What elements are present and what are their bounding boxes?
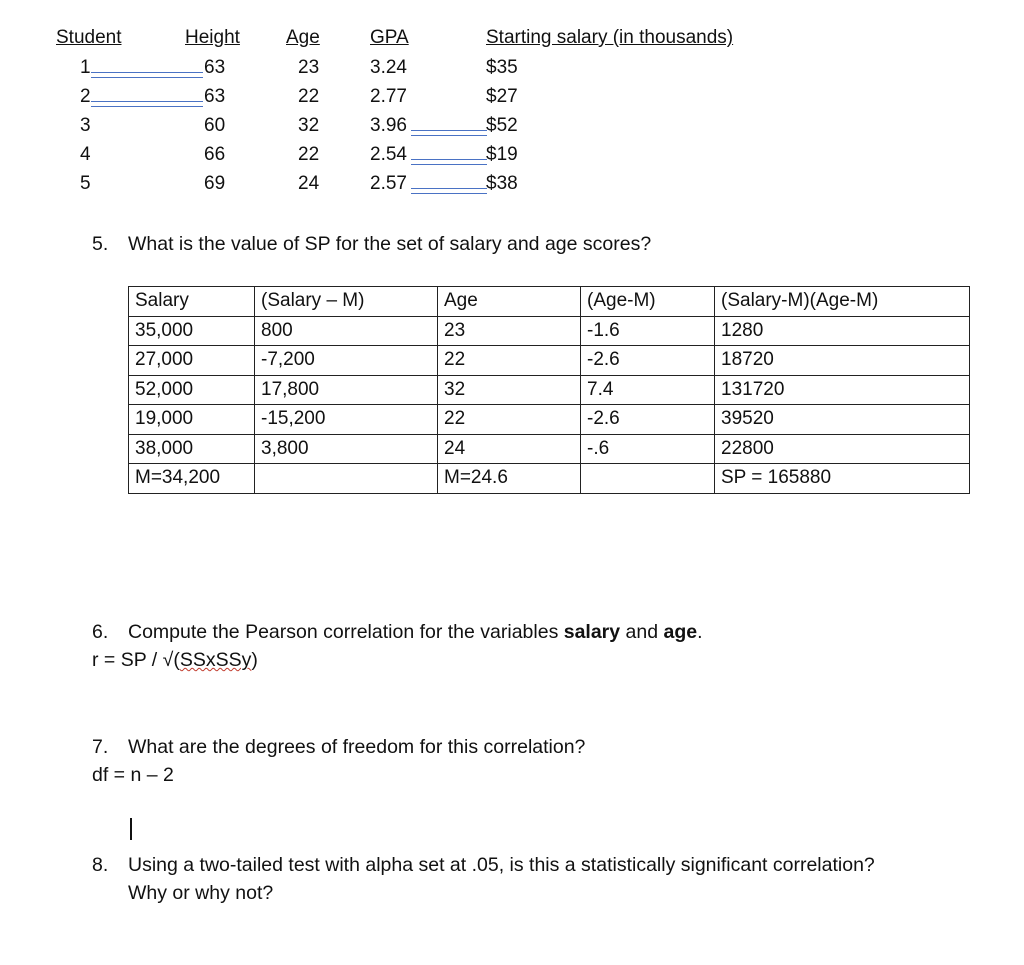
table-header-cell: Age (438, 287, 581, 317)
question-text: and (620, 621, 664, 643)
question-6 (92, 621, 703, 644)
question-number: 6. (92, 621, 109, 643)
table-header-cell: Salary (129, 287, 255, 317)
header-height: Height (185, 27, 240, 48)
table-cell: M=34,200 (129, 464, 255, 494)
table-cell: 32 (438, 375, 581, 405)
height-value: 63 (204, 57, 226, 78)
table-cell: M=24.6 (438, 464, 581, 494)
table-header-cell: (Salary-M)(Age-M) (715, 287, 970, 317)
salary-value: $52 (486, 115, 518, 136)
height-value: 63 (204, 86, 226, 107)
variable-age: age (663, 621, 698, 643)
table-header-row (129, 287, 970, 317)
gpa-value: 2.54 (370, 144, 407, 165)
header-age: Age (286, 27, 320, 48)
header-student: Student (56, 27, 122, 48)
student-number: 4 (80, 144, 91, 165)
table-row (129, 405, 970, 435)
question-text: Compute the Pearson correlation for the variables (128, 621, 564, 643)
question-text: What is the value of SP for the set of salary and age scores? (128, 233, 652, 255)
table-cell: 23 (438, 316, 581, 346)
table-cell: -15,200 (255, 405, 438, 435)
table-cell: -.6 (581, 434, 715, 464)
table-cell: 38,000 (129, 434, 255, 464)
sp-table (128, 286, 970, 494)
df-formula: df = n – 2 (92, 764, 174, 786)
table-cell: 22 (438, 346, 581, 376)
spellcheck-word: SSxSSy (179, 649, 252, 671)
student-number: 2 (80, 86, 91, 107)
table-cell (581, 464, 715, 494)
age-value: 22 (298, 86, 320, 107)
header-gpa: GPA (370, 27, 409, 48)
table-cell: 17,800 (255, 375, 438, 405)
age-value: 32 (298, 115, 320, 136)
question-8 (92, 854, 875, 877)
table-cell: 52,000 (129, 375, 255, 405)
table-row (129, 346, 970, 376)
table-cell: SP = 165880 (715, 464, 970, 494)
table-cell: 27,000 (129, 346, 255, 376)
salary-value: $35 (486, 57, 518, 78)
table-cell: -1.6 (581, 316, 715, 346)
table-cell: 24 (438, 434, 581, 464)
table-cell: 1280 (715, 316, 970, 346)
question-text: What are the degrees of freedom for this correlation? (128, 736, 586, 758)
double-underline (91, 72, 203, 78)
double-underline (411, 130, 487, 136)
salary-value: $19 (486, 144, 518, 165)
pearson-formula (92, 649, 258, 672)
question-8-line2: Why or why not? (128, 882, 274, 904)
gpa-value: 3.96 (370, 115, 407, 136)
table-row (129, 434, 970, 464)
table-cell: 800 (255, 316, 438, 346)
table-cell: -7,200 (255, 346, 438, 376)
question-7 (92, 736, 585, 759)
question-number: 7. (92, 736, 109, 758)
table-cell: 131720 (715, 375, 970, 405)
table-cell: 18720 (715, 346, 970, 376)
salary-value: $38 (486, 173, 518, 194)
table-row (129, 316, 970, 346)
salary-value: $27 (486, 86, 518, 107)
height-value: 69 (204, 173, 226, 194)
age-value: 24 (298, 173, 320, 194)
double-underline (411, 188, 487, 194)
height-value: 60 (204, 115, 226, 136)
table-cell: -2.6 (581, 346, 715, 376)
student-number: 5 (80, 173, 91, 194)
table-summary-row (129, 464, 970, 494)
formula-text: ) (251, 649, 258, 671)
age-value: 22 (298, 144, 320, 165)
table-cell (255, 464, 438, 494)
question-number: 5. (92, 233, 109, 255)
variable-salary: salary (563, 621, 621, 643)
height-value: 66 (204, 144, 226, 165)
table-cell: 19,000 (129, 405, 255, 435)
formula-text: r = SP / √( (92, 649, 180, 671)
table-cell: 35,000 (129, 316, 255, 346)
table-cell: 39520 (715, 405, 970, 435)
student-number: 1 (80, 57, 91, 78)
text-cursor[interactable] (130, 818, 132, 840)
table-cell: 22 (438, 405, 581, 435)
gpa-value: 2.77 (370, 86, 407, 107)
double-underline (411, 159, 487, 165)
gpa-value: 2.57 (370, 173, 407, 194)
table-header-cell: (Salary – M) (255, 287, 438, 317)
header-salary: Starting salary (in thousands) (486, 27, 734, 48)
student-number: 3 (80, 115, 91, 136)
double-underline (91, 101, 203, 107)
table-row (129, 375, 970, 405)
gpa-value: 3.24 (370, 57, 407, 78)
question-5 (92, 233, 651, 256)
table-cell: 22800 (715, 434, 970, 464)
table-cell: -2.6 (581, 405, 715, 435)
question-text: Using a two-tailed test with alpha set at .05, is this a statistically significant correlation? (128, 854, 875, 876)
question-number: 8. (92, 854, 109, 876)
table-cell: 3,800 (255, 434, 438, 464)
question-text: . (697, 621, 703, 643)
table-cell: 7.4 (581, 375, 715, 405)
age-value: 23 (298, 57, 320, 78)
table-header-cell: (Age-M) (581, 287, 715, 317)
